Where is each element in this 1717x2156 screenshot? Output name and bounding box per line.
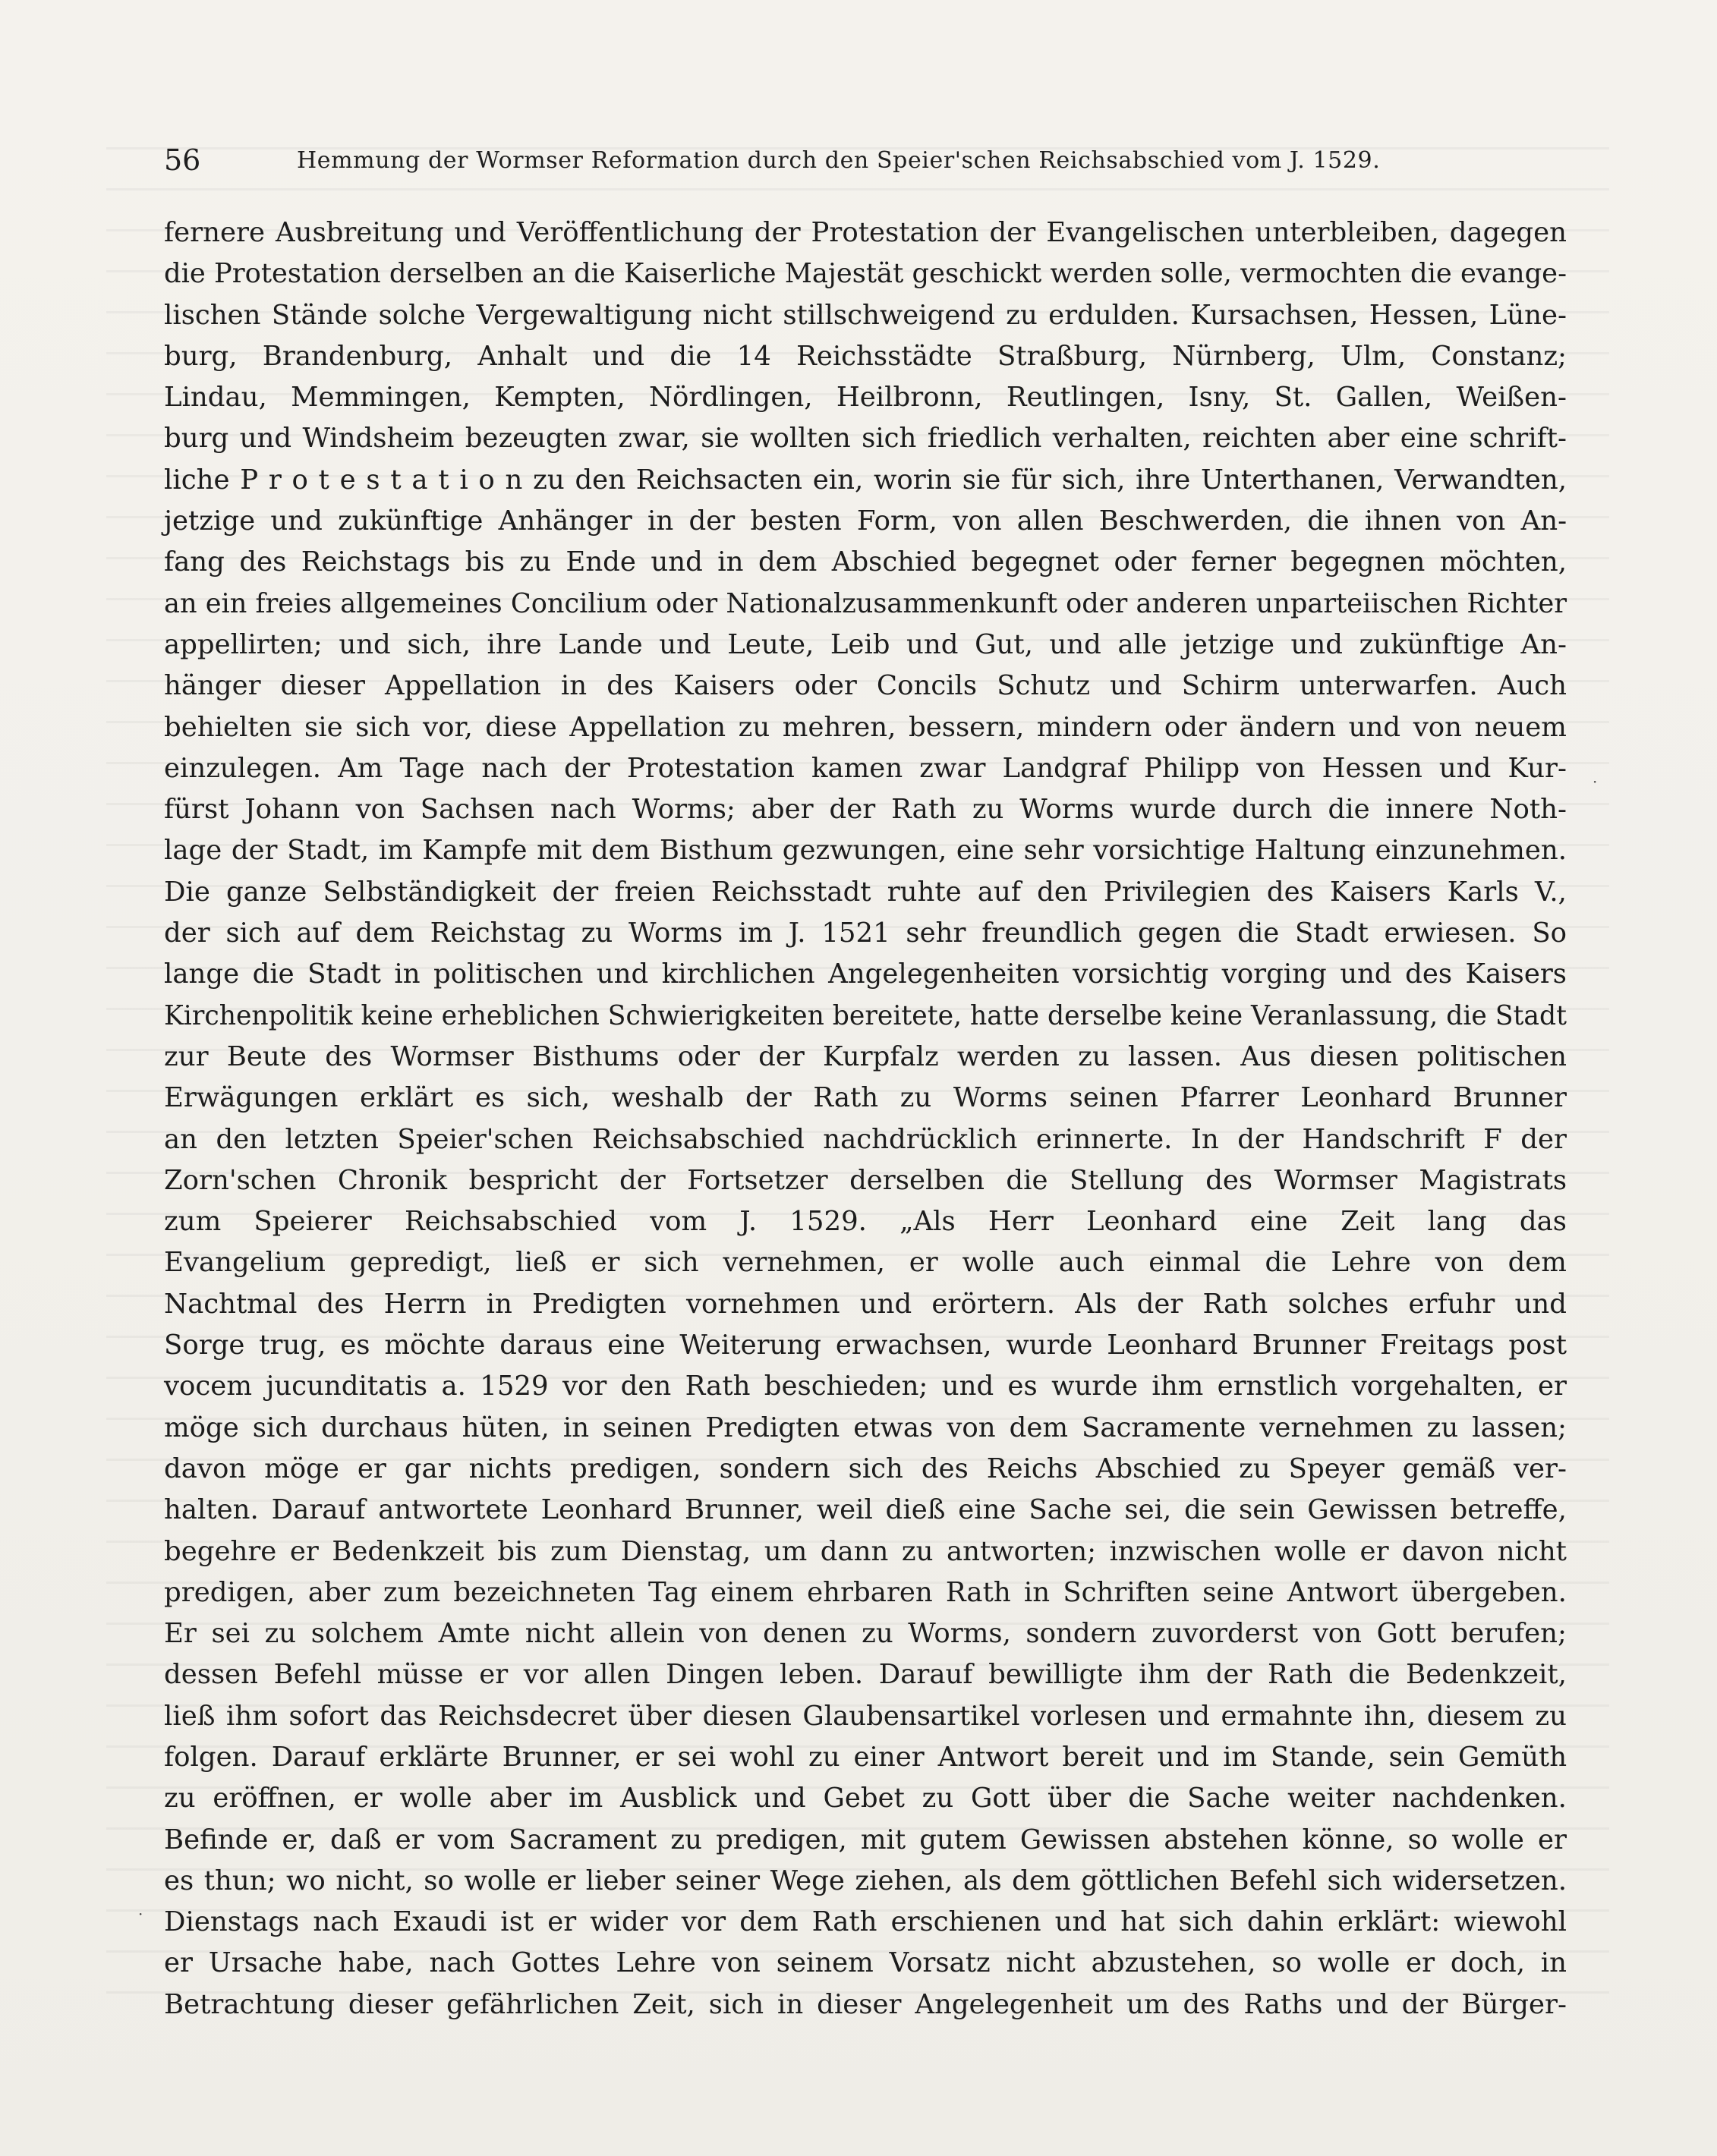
text-line: Die ganze Selbständigkeit der freien Reichsstadt ruhte auf den Privilegien des Kaisers Karls V., bbox=[164, 876, 1567, 908]
text-line: Kirchenpolitik keine erheblichen Schwierigkeiten bereitete, hatte derselbe keine Veranlassung, die Stadt bbox=[164, 999, 1567, 1031]
text-line: folgen. Darauf erklärte Brunner, er sei wohl zu einer Antwort bereit und im Stande, sein Gemüth bbox=[164, 1741, 1567, 1773]
text-line: der sich auf dem Reichstag zu Worms im J. 1521 sehr freundlich gegen die Stadt erwiesen. So bbox=[164, 917, 1567, 949]
text-line: jetzige und zukünftige Anhänger in der besten Form, von allen Beschwerden, die ihnen von An- bbox=[164, 505, 1567, 537]
text-line: behielten sie sich vor, diese Appellation zu mehren, bessern, mindern oder ändern und von neuem bbox=[164, 711, 1567, 743]
stray-dot-mark: · bbox=[1593, 773, 1598, 791]
text-line: vocem jucunditatis a. 1529 vor den Rath beschieden; und es wurde ihm ernstlich vorgehalten, er bbox=[164, 1371, 1567, 1402]
text-line: Zorn'schen Chronik bespricht der Fortsetzer derselben die Stellung des Wormser Magistrats bbox=[164, 1164, 1567, 1196]
text-line: lischen Stände solche Vergewaltigung nicht stillschweigend zu erdulden. Kursachsen, Hessen, Lüne- bbox=[164, 299, 1567, 331]
body-text bbox=[164, 212, 1567, 2025]
text-line: Betrachtung dieser gefährlichen Zeit, sich in dieser Angelegenheit um des Raths und der Bürger- bbox=[164, 1988, 1567, 2020]
text-line: zu eröffnen, er wolle aber im Ausblick und Gebet zu Gott über die Sache weiter nachdenken. bbox=[164, 1783, 1567, 1815]
text-line: an ein freies allgemeines Concilium oder Nationalzusammenkunft oder anderen unparteiischen Richter bbox=[164, 587, 1567, 619]
text-line: er Ursache habe, nach Gottes Lehre von seinem Vorsatz nicht abzustehen, so wolle er doch, in bbox=[164, 1947, 1567, 1979]
text-line: Nachtmal des Herrn in Predigten vornehmen und erörtern. Als der Rath solches erfuhr und bbox=[164, 1288, 1567, 1320]
text-line: Erwägungen erklärt es sich, weshalb der Rath zu Worms seinen Pfarrer Leonhard Brunner bbox=[164, 1082, 1567, 1114]
text-line: lage der Stadt, im Kampfe mit dem Bisthum gezwungen, eine sehr vorsichtige Haltung einzunehmen. bbox=[164, 835, 1567, 867]
page-number: 56 bbox=[164, 143, 201, 177]
text-line: fürst Johann von Sachsen nach Worms; aber der Rath zu Worms wurde durch die innere Noth- bbox=[164, 794, 1567, 826]
text-line: an den letzten Speier'schen Reichsabschied nachdrücklich erinnerte. In der Handschrift F der bbox=[164, 1123, 1567, 1155]
text-line: burg und Windsheim bezeugten zwar, sie wollten sich friedlich verhalten, reichten aber eine schrift- bbox=[164, 423, 1567, 455]
text-line: begehre er Bedenkzeit bis zum Dienstag, um dann zu antworten; inzwischen wolle er davon nicht bbox=[164, 1535, 1567, 1567]
text-line: Evangelium gepredigt, ließ er sich vernehmen, er wolle auch einmal die Lehre von dem bbox=[164, 1247, 1567, 1279]
text-line: appellirten; und sich, ihre Lande und Leute, Leib und Gut, und alle jetzige und zukünftige An- bbox=[164, 628, 1567, 660]
running-head bbox=[164, 141, 1568, 179]
text-line: einzulegen. Am Tage nach der Protestation kamen zwar Landgraf Philipp von Hessen und Kur- bbox=[164, 752, 1567, 784]
text-line: liche P r o t e s t a t i o n zu den Reichsacten ein, worin sie für sich, ihre Unterthanen, Verwandten, bbox=[164, 464, 1567, 496]
text-line: es thun; wo nicht, so wolle er lieber seiner Wege ziehen, als dem göttlichen Befehl sich widersetzen. bbox=[164, 1865, 1567, 1896]
text-line: burg, Brandenburg, Anhalt und die 14 Reichsstädte Straßburg, Nürnberg, Ulm, Constanz; bbox=[164, 340, 1567, 372]
text-line: Dienstags nach Exaudi ist er wider vor dem Rath erschienen und hat sich dahin erklärt: wiewohl bbox=[164, 1906, 1567, 1938]
text-line: die Protestation derselben an die Kaiserliche Majestät geschickt werden solle, vermochten die evange- bbox=[164, 258, 1567, 290]
text-line: ließ ihm sofort das Reichsdecret über diesen Glaubensartikel vorlesen und ermahnte ihn, diesem zu bbox=[164, 1700, 1567, 1732]
text-line: fernere Ausbreitung und Veröffentlichung der Protestation der Evangelischen unterbleiben, dagegen bbox=[164, 217, 1567, 248]
text-line: zum Speierer Reichsabschied vom J. 1529. „Als Herr Leonhard eine Zeit lang das bbox=[164, 1206, 1567, 1238]
text-line: Lindau, Memmingen, Kempten, Nördlingen, Heilbronn, Reutlingen, Isny, St. Gallen, Weißen- bbox=[164, 382, 1567, 414]
stray-dot-mark: · bbox=[138, 1905, 143, 1923]
text-line: dessen Befehl müsse er vor allen Dingen leben. Darauf bewilligte ihm der Rath die Bedenkzeit, bbox=[164, 1659, 1567, 1691]
text-line: lange die Stadt in politischen und kirchlichen Angelegenheiten vorsichtig vorging und des Kaisers bbox=[164, 958, 1567, 990]
text-line: predigen, aber zum bezeichneten Tag einem ehrbaren Rath in Schriften seine Antwort übergeben. bbox=[164, 1576, 1567, 1608]
text-line: Sorge trug, es möchte daraus eine Weiterung erwachsen, wurde Leonhard Brunner Freitags post bbox=[164, 1330, 1567, 1361]
text-line: halten. Darauf antwortete Leonhard Brunner, weil dieß eine Sache sei, die sein Gewissen betreffe, bbox=[164, 1494, 1567, 1526]
text-line: fang des Reichstags bis zu Ende und in dem Abschied begegnet oder ferner begegnen möchten, bbox=[164, 546, 1567, 578]
running-title: Hemmung der Wormser Reformation durch den Speier'schen Reichsabschied vom J. 1529. bbox=[297, 147, 1381, 174]
text-line: davon möge er gar nichts predigen, sondern sich des Reichs Abschied zu Speyer gemäß ver- bbox=[164, 1453, 1567, 1484]
text-line: zur Beute des Wormser Bisthums oder der Kurpfalz werden zu lassen. Aus diesen politischen bbox=[164, 1040, 1567, 1072]
text-line: hänger dieser Appellation in des Kaisers oder Concils Schutz und Schirm unterwarfen. Auch bbox=[164, 670, 1567, 702]
text-line: möge sich durchaus hüten, in seinen Predigten etwas von dem Sacramente vernehmen zu lassen; bbox=[164, 1412, 1567, 1443]
text-line: Befinde er, daß er vom Sacrament zu predigen, mit gutem Gewissen abstehen könne, so wolle er bbox=[164, 1824, 1567, 1855]
text-line: Er sei zu solchem Amte nicht allein von denen zu Worms, sondern zuvorderst von Gott berufen; bbox=[164, 1618, 1567, 1650]
